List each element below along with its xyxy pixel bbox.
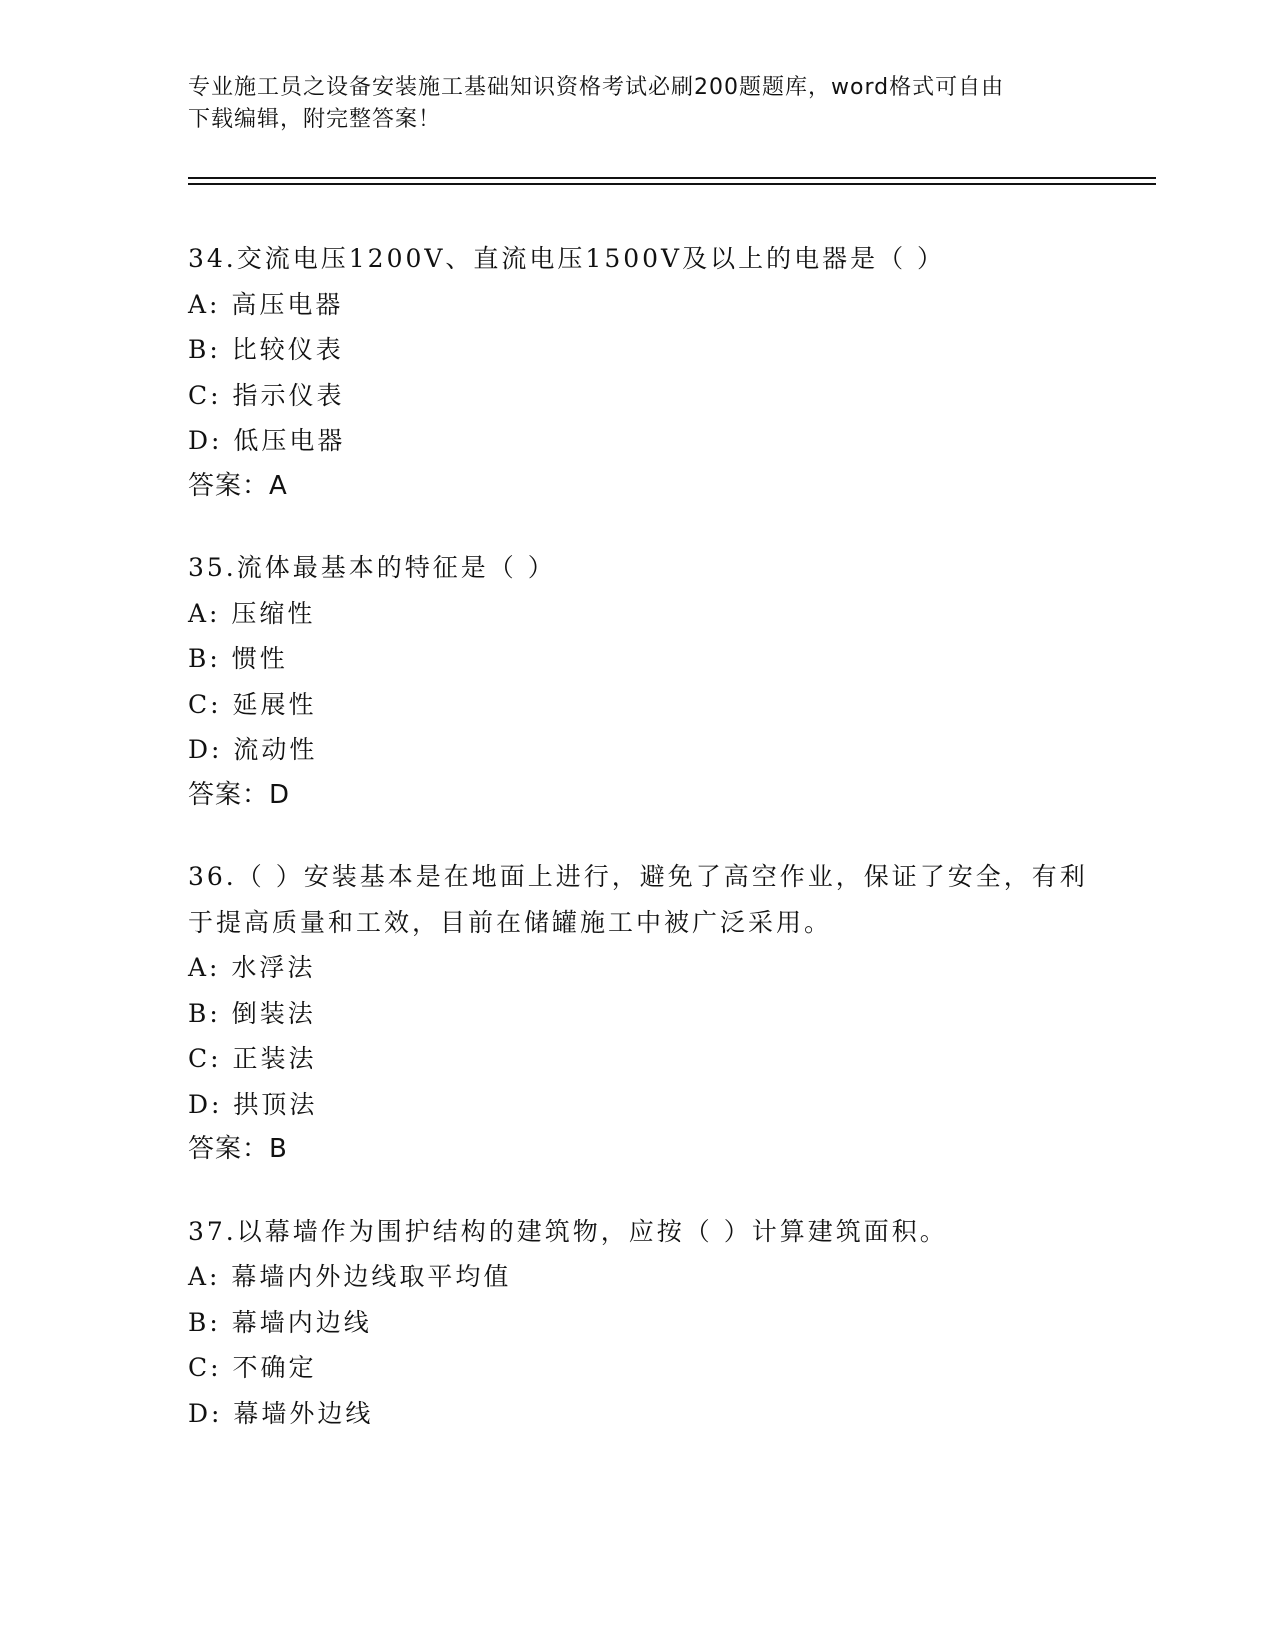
answer-label: 答案：A [188, 470, 288, 501]
option-a: A: 水浮法 [188, 953, 316, 982]
option-b: B: 比较仪表 [188, 335, 344, 364]
option-d: D: 低压电器 [188, 426, 346, 455]
option-d: D: 幕墙外边线 [188, 1398, 374, 1428]
question-37 [188, 1209, 1108, 1437]
question-35 [188, 545, 1108, 818]
question-stem: 35.流体最基本的特征是（ ） [188, 553, 556, 582]
header-line-2: 下载编辑，附完整答案！ [188, 107, 442, 132]
question-stem: 36.（ ）安装基本是在地面上进行，避免了高空作业，保证了安全，有利于提高质量和工效，目前在储罐施工中被广泛采用。 [188, 862, 1088, 937]
header-divider-bottom [188, 183, 1156, 185]
answer-label: 答案：B [188, 1134, 288, 1164]
option-a: A: 压缩性 [188, 598, 316, 628]
option-c: C: 延展性 [188, 689, 317, 719]
question-34 [188, 236, 1108, 509]
option-b: B: 倒装法 [188, 998, 316, 1028]
question-stem: 37.以幕墙作为围护结构的建筑物，应按（ ）计算建筑面积。 [188, 1216, 948, 1246]
option-a: A: 幕墙内外边线取平均值 [188, 1262, 512, 1291]
option-d: D: 流动性 [188, 735, 318, 764]
option-a: A: 高压电器 [188, 289, 344, 319]
header-line-1: 专业施工员之设备安装施工基础知识资格考试必刷200题题库，word格式可自由 [188, 75, 1005, 100]
option-c: C: 不确定 [188, 1353, 317, 1382]
header-divider-top [188, 177, 1156, 179]
option-d: D: 拱顶法 [188, 1089, 318, 1119]
document-header [188, 72, 1088, 136]
question-36 [188, 854, 1108, 1173]
option-c: C: 正装法 [188, 1044, 317, 1073]
option-c: C: 指示仪表 [188, 380, 345, 410]
option-b: B: 幕墙内边线 [188, 1307, 372, 1337]
question-stem: 34.交流电压1200V、直流电压1500V及以上的电器是（ ） [188, 244, 946, 273]
option-b: B: 惯性 [188, 644, 288, 673]
question-list [188, 236, 1108, 1472]
answer-label: 答案：D [188, 779, 291, 810]
